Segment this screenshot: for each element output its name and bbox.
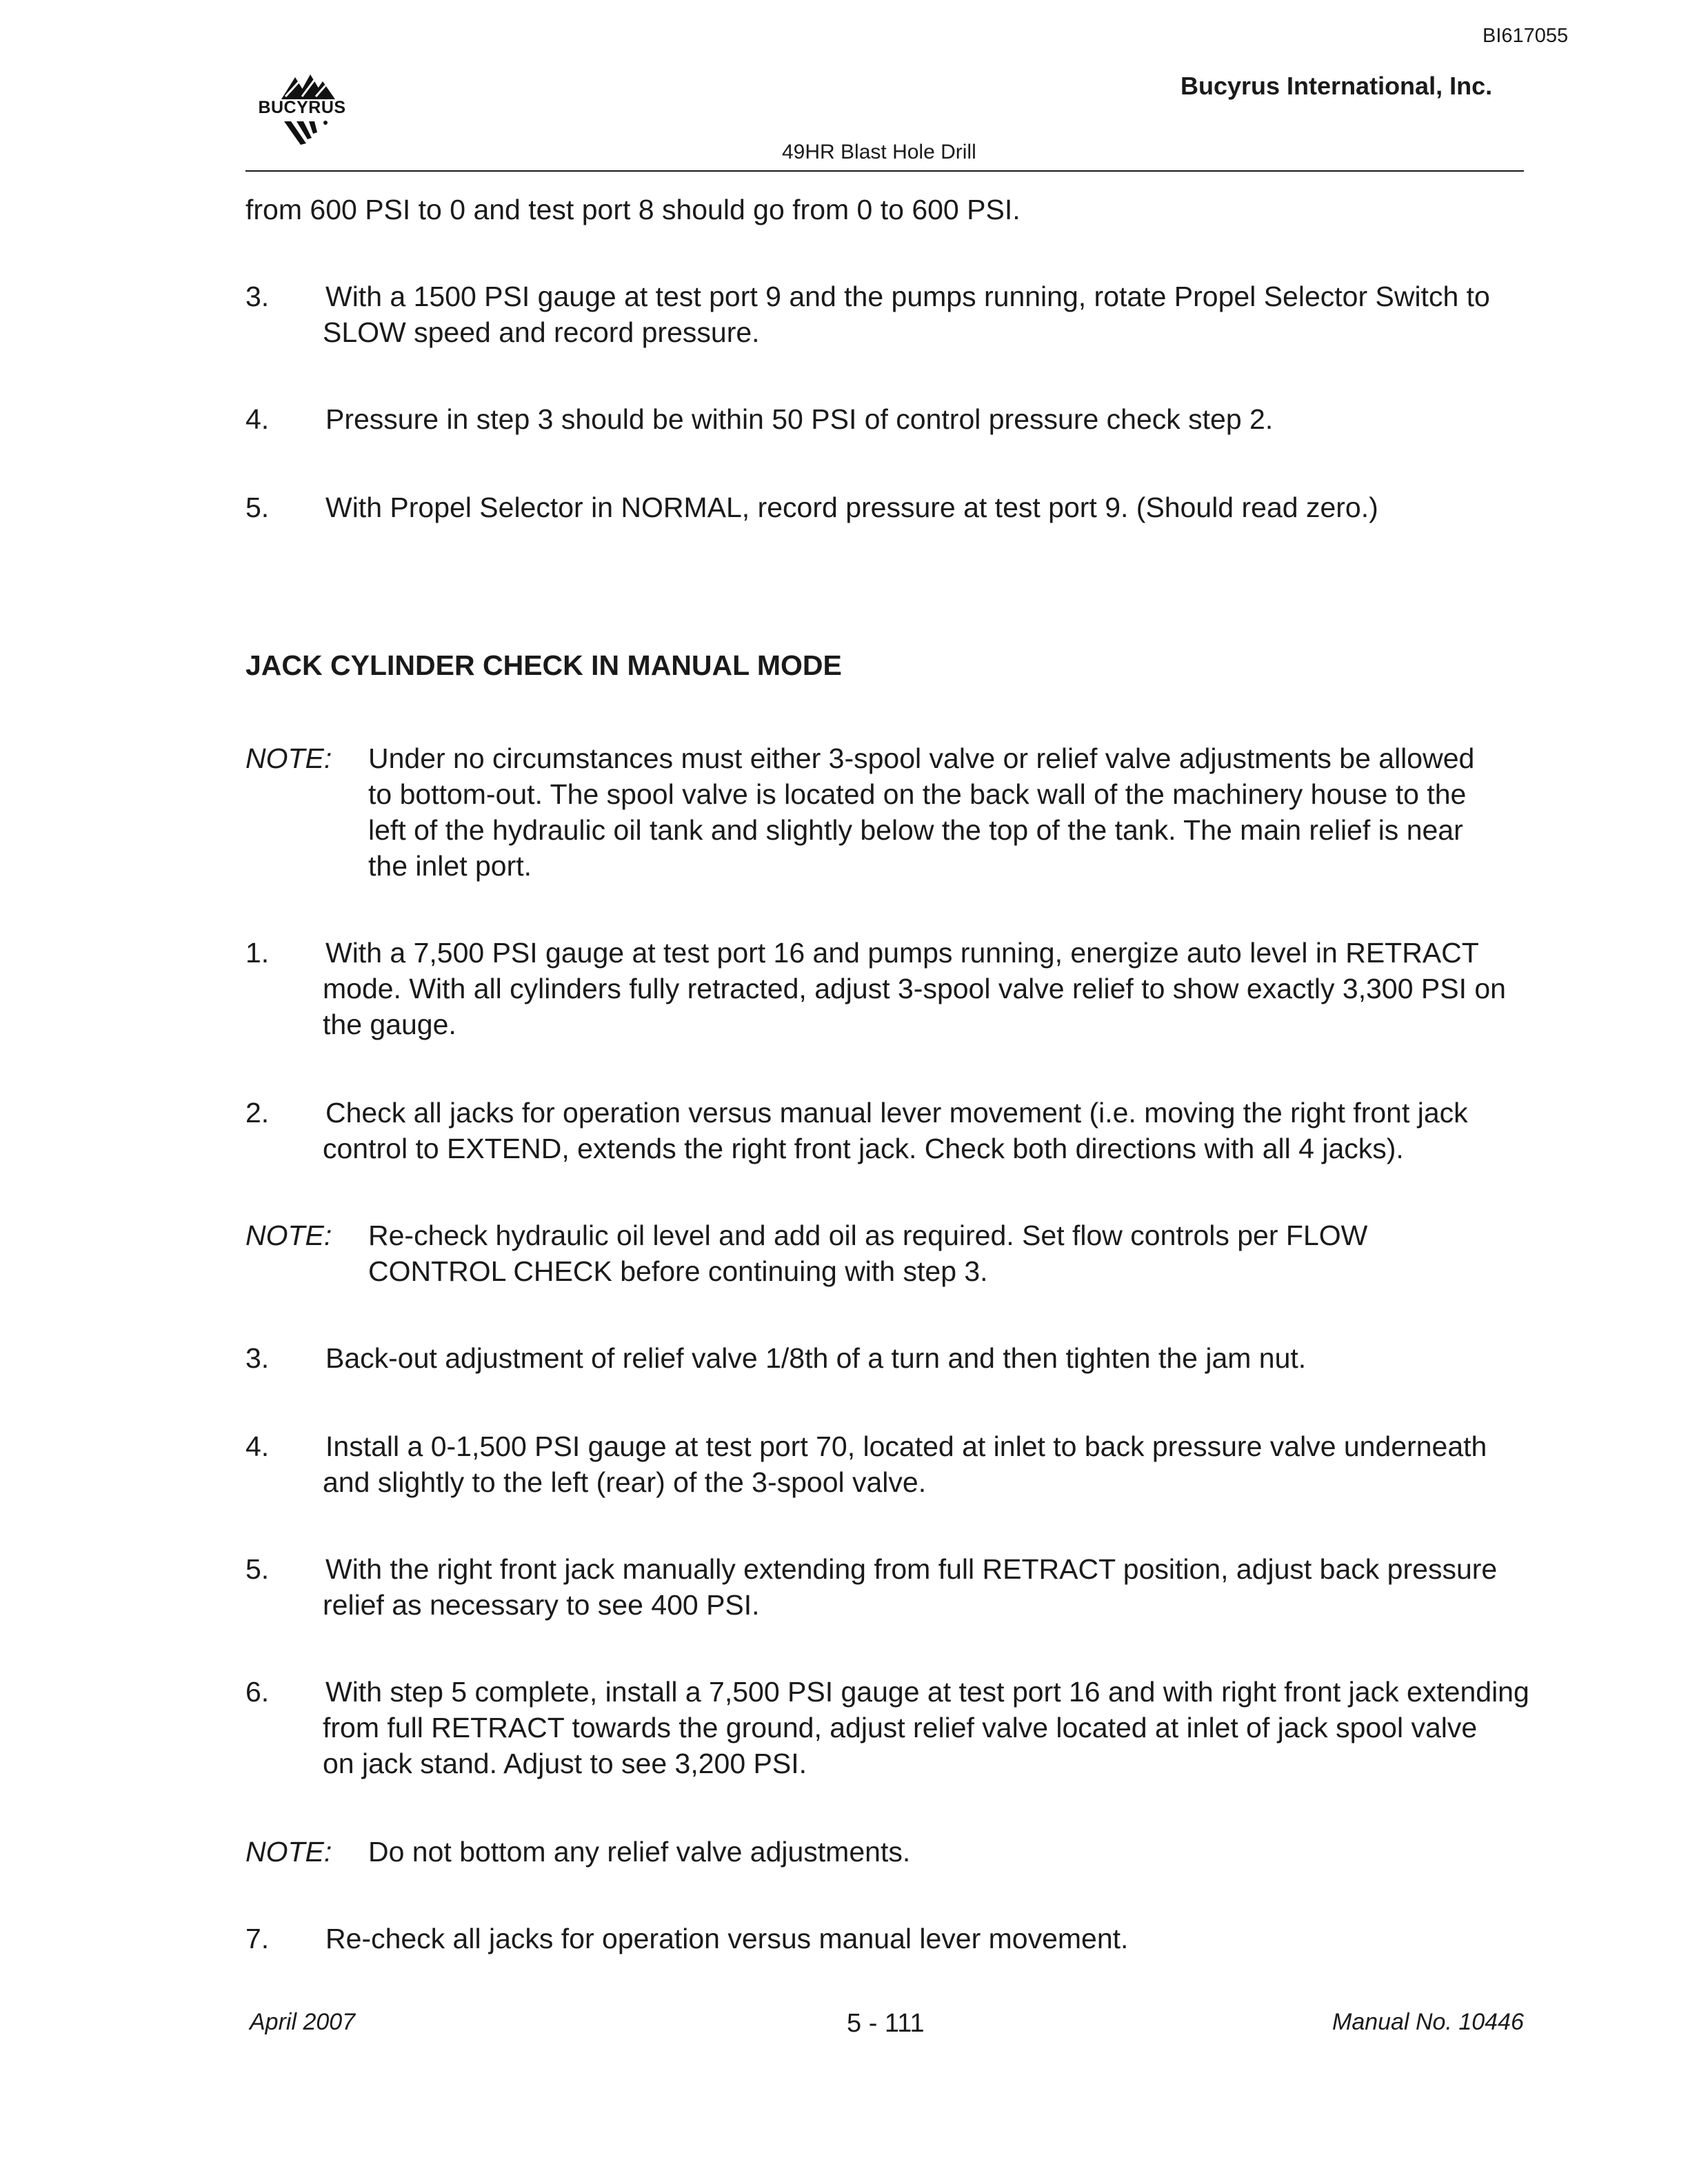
header-divider bbox=[245, 170, 1524, 172]
step-text: Re-check all jacks for operation versus manual lever movement. bbox=[325, 1923, 1129, 1954]
step-text: Back-out adjustment of relief valve 1/8th of a turn and then tighten the jam nut. bbox=[325, 1342, 1307, 1374]
note-text: Do not bottom any relief valve adjustments. bbox=[368, 1836, 911, 1868]
logo-wordmark: BUCYRUS bbox=[258, 98, 346, 117]
company-name: Bucyrus International, Inc. bbox=[1180, 72, 1493, 100]
intro-paragraph: from 600 PSI to 0 and test port 8 should go from 0 to 600 PSI. bbox=[245, 194, 1021, 225]
note-text: Re-check hydraulic oil level and add oil as required. Set flow controls per FLOW CONTROL CHECK before continuing with step 3. bbox=[368, 1220, 1368, 1287]
note-label: NOTE: bbox=[245, 1220, 332, 1251]
page-number: 5 - 111 bbox=[847, 2009, 925, 2038]
step-text: Pressure in step 3 should be within 50 PSI of control pressure check step 2. bbox=[325, 403, 1274, 435]
step-text: With step 5 complete, install a 7,500 PSI gauge at test port 16 and with right front jack extending from full RETRACT towards the ground, adjust relief valve located at inlet of jack spool valve on jack stand. Adjust to see 3,200 PSI. bbox=[323, 1676, 1529, 1779]
step-text: With Propel Selector in NORMAL, record pressure at test port 9. (Should read zero.) bbox=[325, 492, 1378, 523]
manual-number: Manual No. 10446 bbox=[1332, 2009, 1524, 2035]
step-text: With the right front jack manually extending from full RETRACT position, adjust back pressure relief as necessary to see 400 PSI. bbox=[323, 1553, 1498, 1621]
step-number: 3. bbox=[245, 281, 270, 312]
step-number: 3. bbox=[245, 1342, 270, 1374]
step-text: Install a 0-1,500 PSI gauge at test port 70, located at inlet to back pressure valve underneath and slightly to the left (rear) of the 3-spool valve. bbox=[323, 1430, 1487, 1498]
doc-id: BI617055 bbox=[1483, 25, 1569, 47]
step-number: 5. bbox=[245, 492, 270, 523]
step-text: Check all jacks for operation versus manual lever movement (i.e. moving the right front jack control to EXTEND, extends the right front jack. Check both directions with all 4 jacks). bbox=[323, 1097, 1468, 1164]
step-number: 4. bbox=[245, 1430, 270, 1462]
step-number: 5. bbox=[245, 1553, 270, 1585]
section-heading: JACK CYLINDER CHECK IN MANUAL MODE bbox=[245, 649, 842, 681]
step-number: 2. bbox=[245, 1097, 270, 1129]
footer-date: April 2007 bbox=[250, 2009, 356, 2035]
step-number: 4. bbox=[245, 403, 270, 435]
step-number: 7. bbox=[245, 1923, 270, 1954]
step-text: With a 7,500 PSI gauge at test port 16 and pumps running, energize auto level in RETRACT mode. With all cylinders fully retracted, adjust 3-spool valve relief to show exactly 3,300 PSI on the gauge. bbox=[323, 937, 1506, 1040]
step-number: 1. bbox=[245, 937, 270, 969]
step-text: With a 1500 PSI gauge at test port 9 and the pumps running, rotate Propel Selector Switch to SLOW speed and record pressure. bbox=[323, 281, 1490, 348]
step-number: 6. bbox=[245, 1676, 270, 1708]
document-subtitle: 49HR Blast Hole Drill bbox=[782, 141, 976, 163]
note-label: NOTE: bbox=[245, 742, 332, 774]
bucyrus-logo bbox=[241, 72, 363, 152]
note-label: NOTE: bbox=[245, 1836, 332, 1868]
note-text: Under no circumstances must either 3-spool valve or relief valve adjustments be allowed to bottom-out. The spool valve is located on the back wall of the machinery house to the left of the hydraulic oil tank and slightly below the top of the tank. The main relief is near the inlet port. bbox=[368, 742, 1475, 882]
